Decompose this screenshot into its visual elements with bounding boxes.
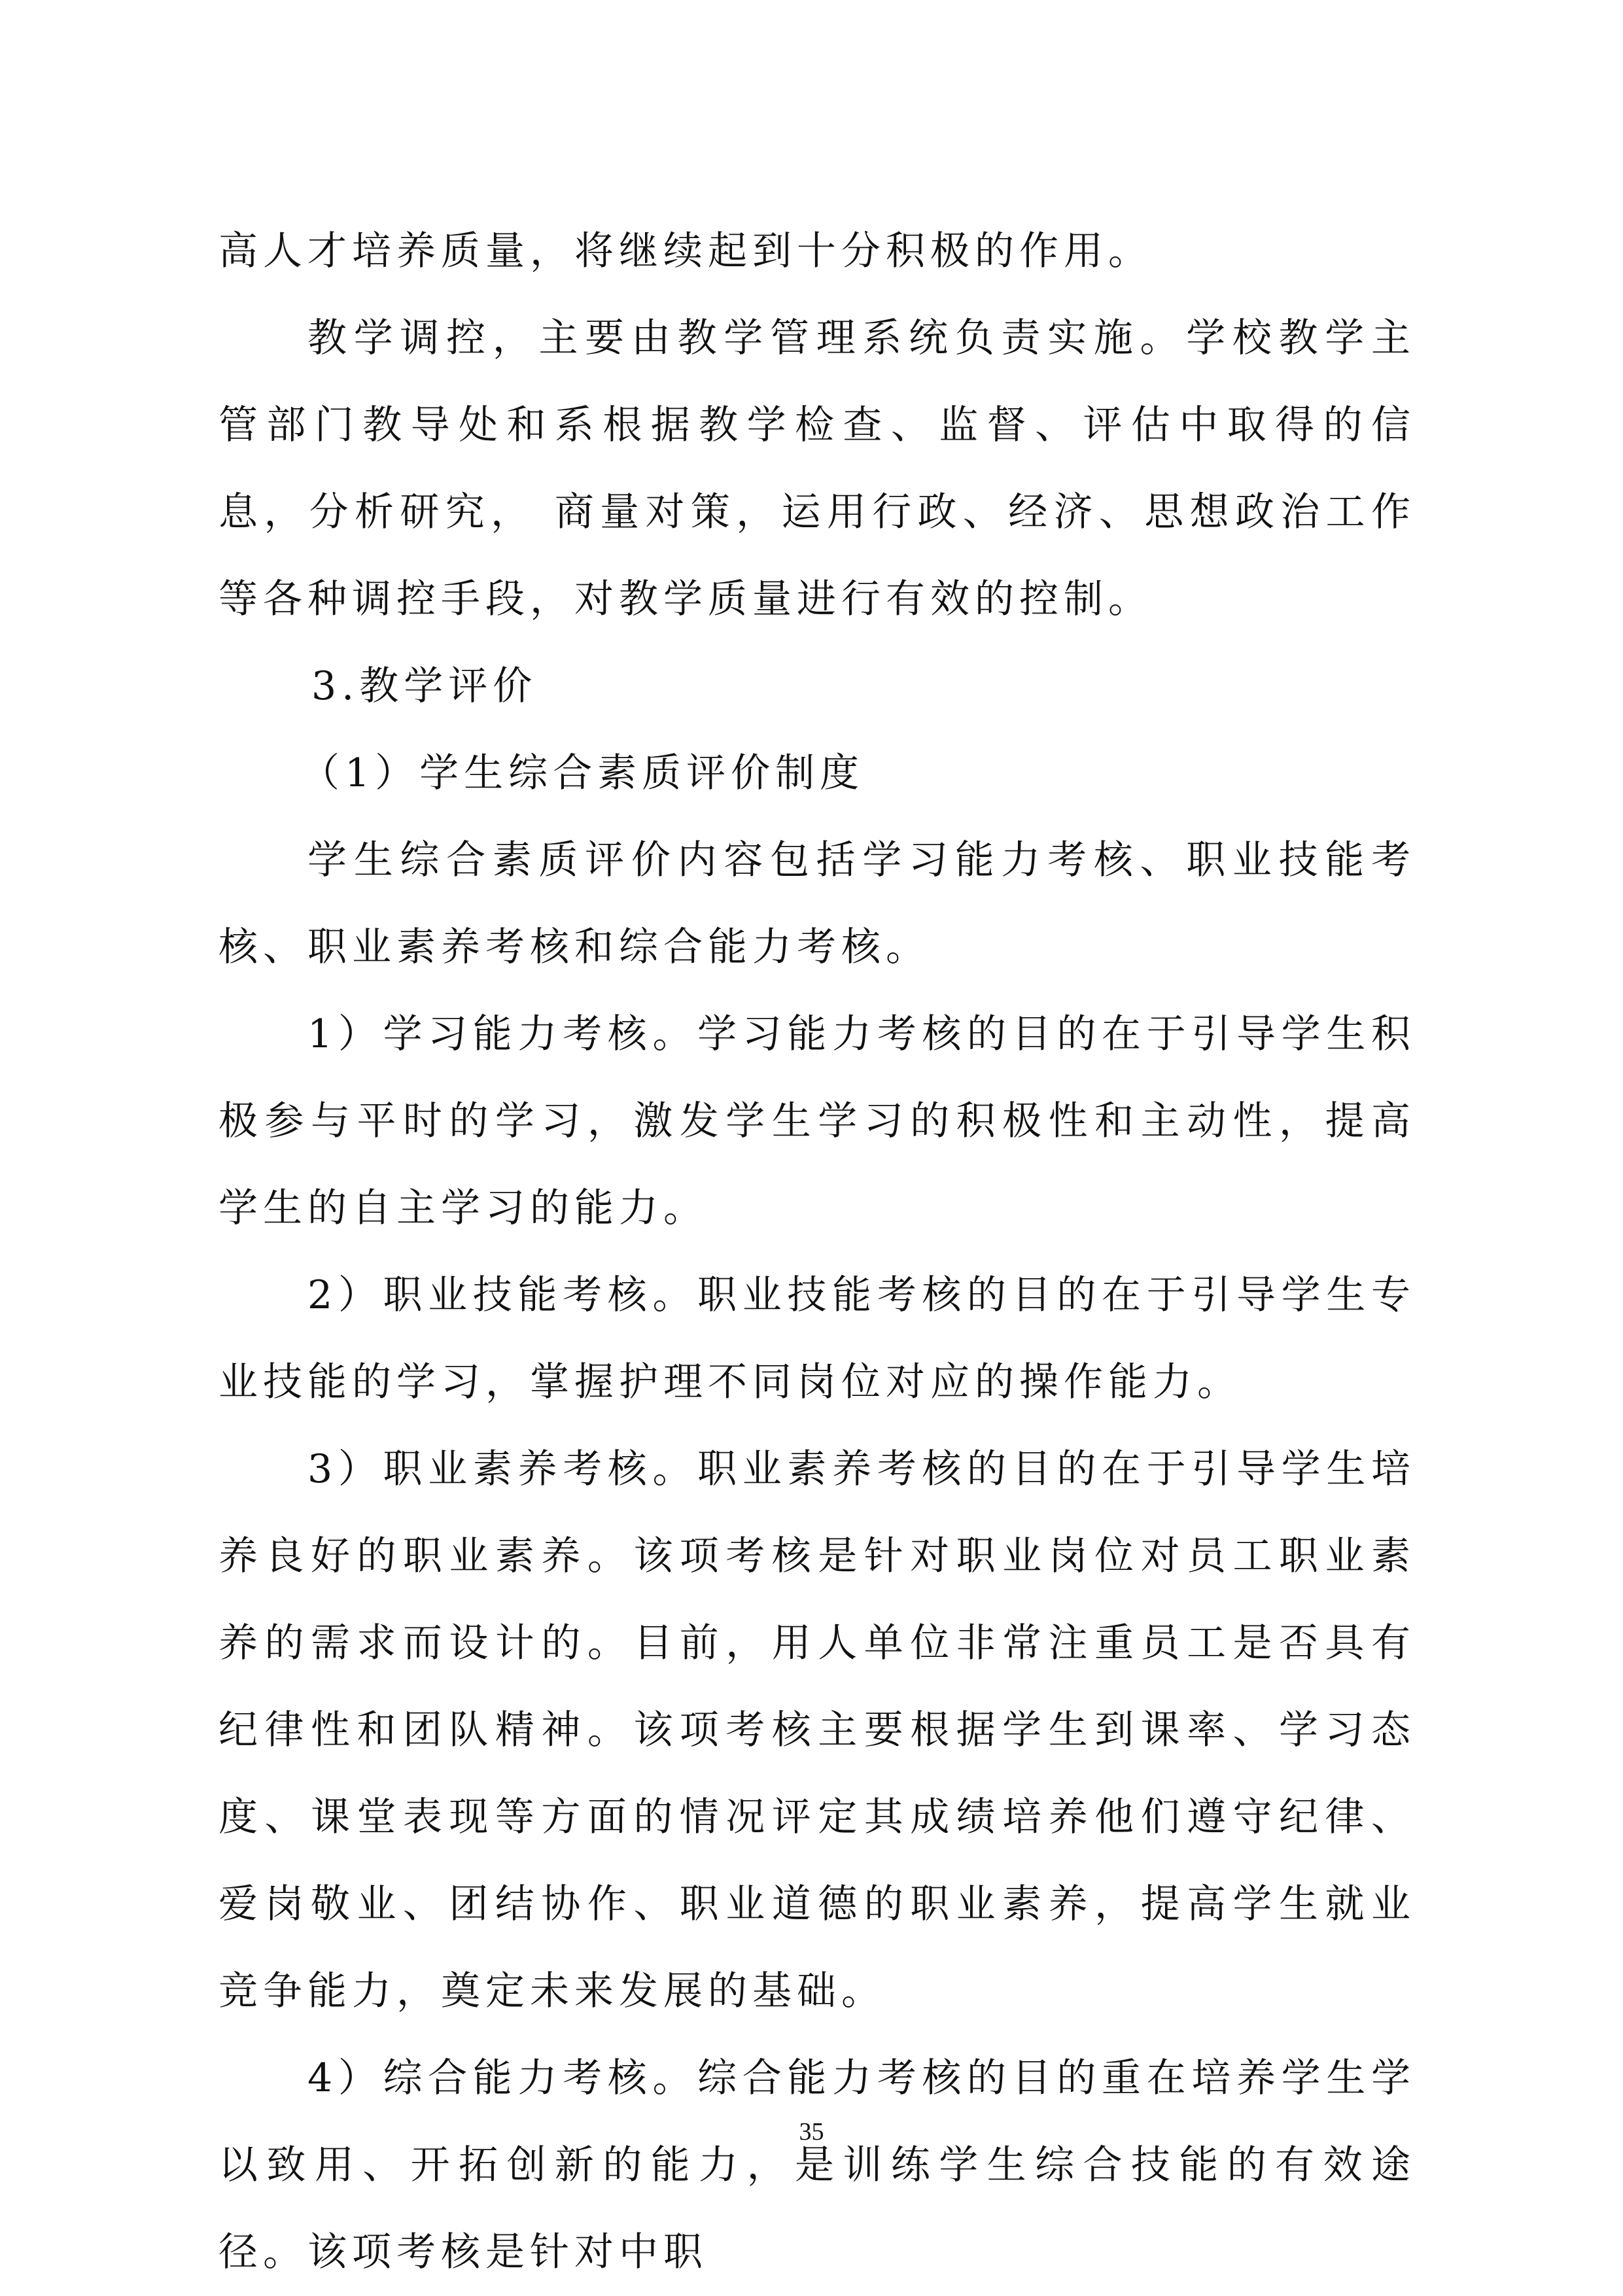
paragraph-evaluation-content: 学生综合素质评价内容包括学习能力考核、职业技能考核、职业素养考核和综合能力考核。 bbox=[218, 837, 1416, 970]
paragraph-continuation: 高人才培养质量，将继续起到十分积极的作用。 bbox=[218, 228, 1153, 274]
paragraph-teaching-control: 教学调控，主要由教学管理系统负责实施。学校教学主管部门教导处和系根据教学检查、监督、评估中取得的信息，分析研究， 商量对策，运用行政、经济、思想政治工作等各种调控手段，对教学质量进行有效的控制。 bbox=[218, 315, 1416, 622]
paragraph-comprehensive-ability: 4）综合能力考核。综合能力考核的目的重在培养学生学以致用、开拓创新的能力，是训练学生综合技能的有效途径。该项考核是针对中职 bbox=[218, 2055, 1416, 2275]
section-heading-teaching-evaluation: 3.教学评价 bbox=[311, 663, 538, 709]
paragraph-vocational-literacy: 3）职业素养考核。职业素养考核的目的在于引导学生培养良好的职业素养。该项考核是针对职业岗位对员工职业素养的需求而设计的。目前，用人单位非常注重员工是否具有纪律性和团队精神。该项考核主要根据学生到课率、学习态度、课堂表现等方面的情况评定其成绩培养他们遵守纪律、爱岗敬业、团结协作、职业道德的职业素养，提高学生就业竞争能力，奠定未来发展的基础。 bbox=[218, 1446, 1416, 2014]
body-text bbox=[218, 208, 1416, 2296]
page-number: 35 bbox=[799, 2118, 824, 2146]
subsection-heading-evaluation-system: （1）学生综合素质评价制度 bbox=[300, 750, 865, 796]
paragraph-vocational-skill: 2）职业技能考核。职业技能考核的目的在于引导学生专业技能的学习，掌握护理不同岗位对应的操作能力。 bbox=[218, 1272, 1416, 1405]
paragraph-learning-ability: 1）学习能力考核。学习能力考核的目的在于引导学生积极参与平时的学习，激发学生学习的积极性和主动性，提高学生的自主学习的能力。 bbox=[218, 1011, 1416, 1231]
